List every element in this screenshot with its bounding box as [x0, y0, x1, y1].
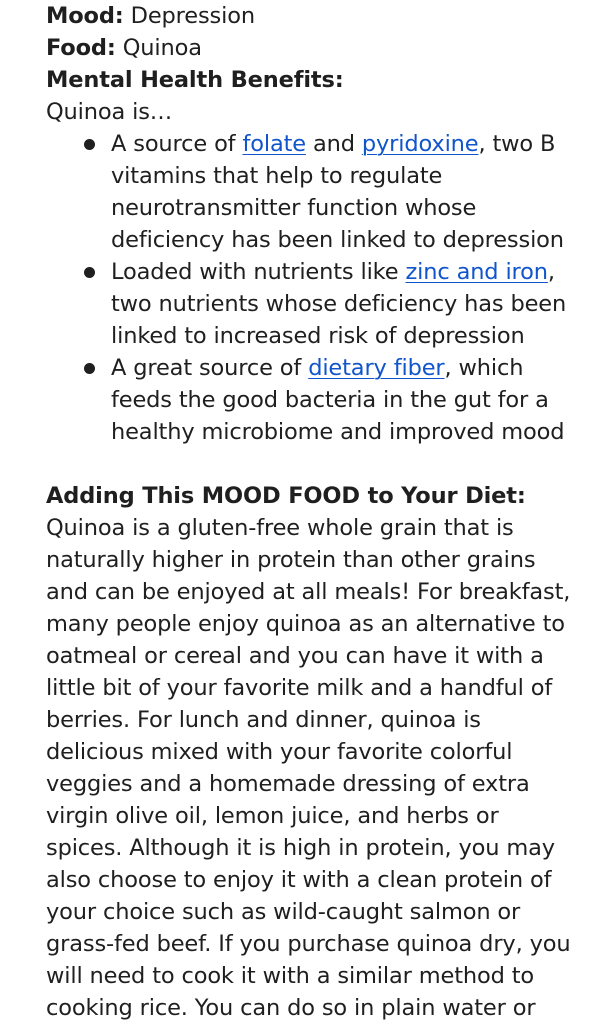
zinc-and-iron-link[interactable]: zinc and iron: [405, 259, 548, 285]
paragraph-line: little bit of your favorite milk and a handful of: [46, 675, 553, 701]
paragraph-line: veggies and a homemade dressing of extra: [46, 771, 530, 797]
paragraph-line: oatmeal or cereal and you can have it with a: [46, 643, 544, 669]
bullet-line: neurotransmitter function whose: [111, 195, 477, 221]
paragraph-line: delicious mixed with your favorite colorful: [46, 739, 513, 765]
food-label: Food:: [46, 35, 116, 61]
folate-link[interactable]: folate: [242, 131, 306, 157]
bullet-line: deficiency has been linked to depression: [111, 227, 564, 253]
bullet-text: ,: [547, 259, 555, 285]
paragraph-line: cooking rice. You can do so in plain water or: [46, 995, 536, 1021]
bullet-text: and: [305, 131, 362, 157]
bullet-icon: [84, 139, 95, 150]
paragraph-line: spices. Although it is high in protein, you may: [46, 835, 555, 861]
paragraph-line: naturally higher in protein than other grains: [46, 547, 536, 573]
food-value: Quinoa: [115, 35, 202, 61]
list-item: [46, 256, 586, 352]
paragraph-line: and can be enjoyed at all meals! For breakfast,: [46, 579, 571, 605]
food-line: [46, 32, 586, 64]
bullet-line: [111, 256, 586, 288]
paragraph-line: Quinoa is a gluten-free whole grain that is: [46, 515, 514, 541]
list-item: [46, 352, 586, 448]
bullet-line: [111, 352, 586, 384]
mood-line: [46, 0, 586, 32]
bullet-text: A great source of: [111, 355, 309, 381]
bullet-text: , two B: [478, 131, 556, 157]
section-spacer: [46, 448, 586, 480]
bullet-text: , which: [444, 355, 524, 381]
paragraph-line: will need to cook it with a similar method to: [46, 963, 535, 989]
paragraph-line: virgin olive oil, lemon juice, and herbs or: [46, 803, 499, 829]
bullet-line: healthy microbiome and improved mood: [111, 419, 565, 445]
bullet-line: two nutrients whose deficiency has been: [111, 291, 567, 317]
mood-value: Depression: [123, 3, 255, 29]
document-page: [46, 0, 586, 1024]
paragraph-line: your choice such as wild-caught salmon or: [46, 899, 521, 925]
bullet-line: linked to increased risk of depression: [111, 323, 525, 349]
intro-text: Quinoa is…: [46, 99, 173, 125]
bullet-line: [111, 128, 586, 160]
paragraph-line: berries. For lunch and dinner, quinoa is: [46, 707, 481, 733]
paragraph-line: also choose to enjoy it with a clean protein of: [46, 867, 552, 893]
dietary-fiber-link[interactable]: dietary fiber: [308, 355, 445, 381]
pyridoxine-link[interactable]: pyridoxine: [361, 131, 479, 157]
paragraph-line: many people enjoy quinoa as an alternative to: [46, 611, 565, 637]
mood-label: Mood:: [46, 3, 124, 29]
bullet-line: feeds the good bacteria in the gut for a: [111, 387, 549, 413]
paragraph-line: grass-fed beef. If you purchase quinoa dry, you: [46, 931, 571, 957]
bullet-icon: [84, 267, 95, 278]
list-item: [46, 128, 586, 256]
diet-heading: Adding This MOOD FOOD to Your Diet:: [46, 483, 526, 509]
diet-paragraph: [46, 512, 586, 1024]
bullet-text: Loaded with nutrients like: [111, 259, 406, 285]
bullet-text: A source of: [111, 131, 243, 157]
bullet-icon: [84, 363, 95, 374]
benefits-heading: Mental Health Benefits:: [46, 67, 344, 93]
bullet-line: vitamins that help to regulate: [111, 163, 443, 189]
benefits-list: [46, 128, 586, 448]
